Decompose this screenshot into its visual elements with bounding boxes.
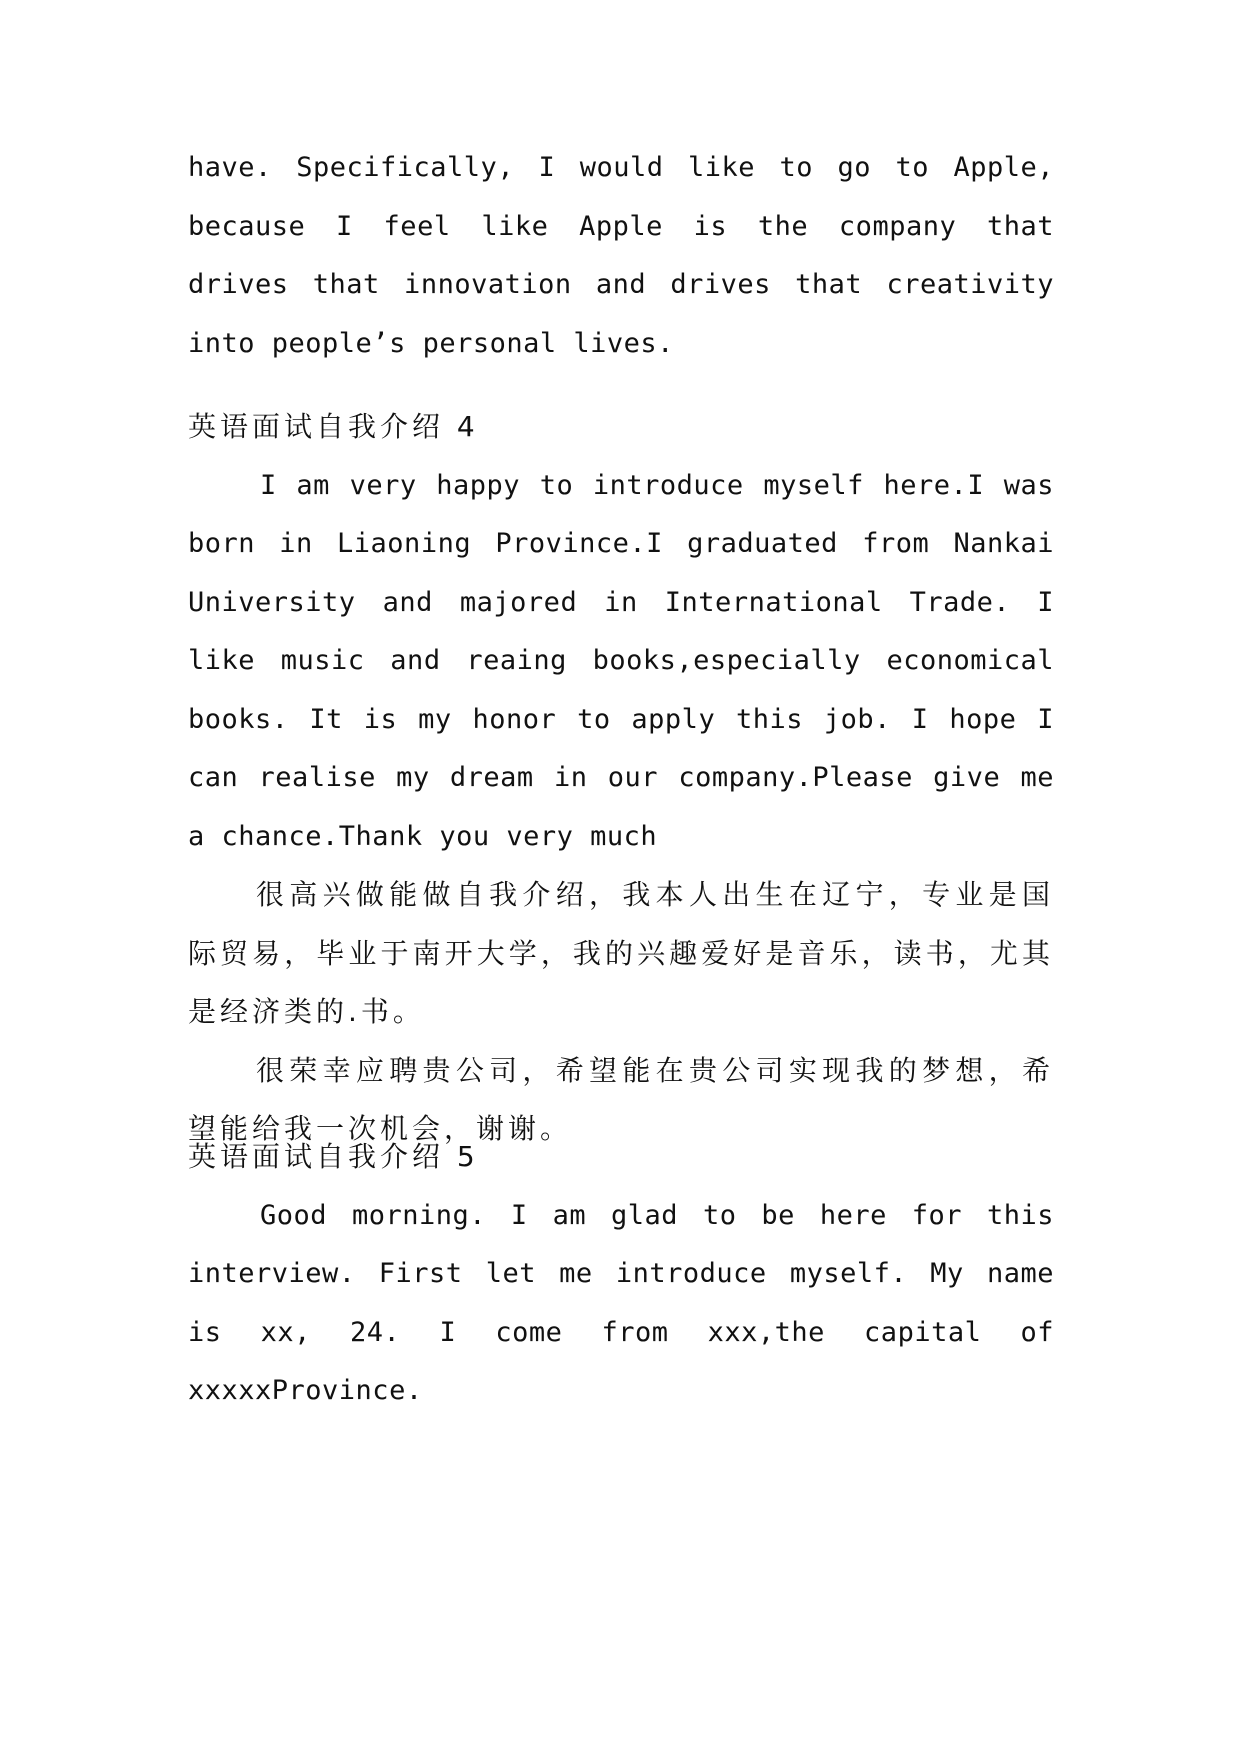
section-4-chinese-paragraph-2: 很荣幸应聘贵公司，希望能在贵公司实现我的梦想，希望能给我一次机会，谢谢。 [188,1053,1054,1145]
section-4 [188,398,1054,1159]
section-4-heading: 英语面试自我介绍 4 [188,410,479,443]
section-5-heading: 英语面试自我介绍 5 [188,1140,479,1173]
section-3-paragraph: have. Specifically, I would like to go to Apple, because I feel like Apple is the company that drives that innovation and drives that creativity into people’s personal lives. [188,152,1054,359]
section-4-english-paragraph: I am very happy to introduce myself here.I was born in Liaoning Province.I graduated from Nankai University and majored in International Trade. I like music and reaing books,especially economical books. It is my honor to apply this job. I hope I can realise my dream in our company.Please give me a chance.Thank you very much [188,469,1054,852]
section-4-chinese-paragraph-1: 很高兴做能做自我介绍，我本人出生在辽宁，专业是国际贸易，毕业于南开大学，我的兴趣爱好是音乐，读书，尤其是经济类的.书。 [188,878,1054,1028]
section-5 [188,1128,1054,1421]
section-5-english-paragraph: Good morning. I am glad to be here for this interview. First let me introduce myself. My name is xx, 24. I come from xxx,the capital of xxxxxProvince. [188,1199,1054,1406]
section-3-tail [188,139,1054,373]
